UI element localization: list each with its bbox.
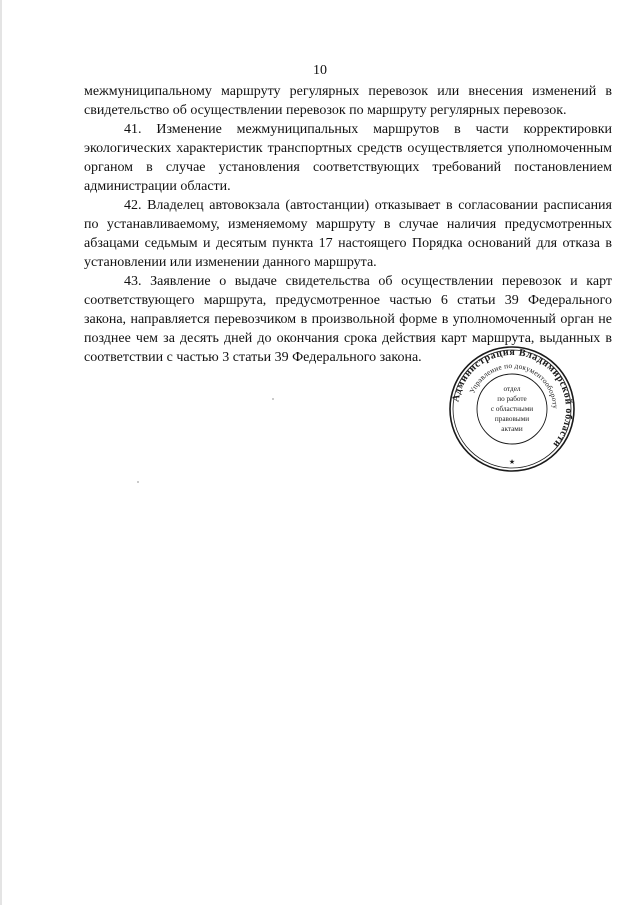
seal-graphic: [448, 345, 576, 473]
seal-center-line: отдел: [503, 385, 521, 393]
scan-edge: [0, 0, 2, 905]
paragraph-43: 43. Заявление о выдаче свидетельства об осуществлении перевозок и карт соответствующего маршрута, предусмотренное частью 6 статьи 39 Федерального закона, направляется перевозчиком в произвольной форме в уполномоченный орган не позднее чем за десять дней до окончания срока действия карт маршрута, выданных в соответствии с частью 3 статьи 39 Федерального закона.: [84, 274, 612, 365]
seal-outer-text: Администрация Владимирской области: [450, 346, 575, 450]
paragraph-continuation: межмуниципальному маршруту регулярных перевозок или внесения изменений в свидетельство об осуществлении перевозок по маршруту регулярных перевозок.: [84, 84, 612, 118]
seal-center-line: правовыми: [494, 415, 530, 423]
document-body: [84, 82, 612, 367]
page-number: 10: [313, 63, 327, 78]
scan-speck: [137, 481, 139, 483]
official-seal: [448, 345, 576, 473]
paragraph-41: 41. Изменение межмуниципальных маршрутов в части корректировки экологических характеристик транспортных средств осуществляется уполномоченным органом в случае установления соответствующих требований постановлением администрации области.: [84, 122, 612, 194]
seal-inner-text: Управление по документообороту: [467, 360, 561, 410]
scan-speck: [272, 398, 274, 400]
seal-center-line: с областными: [490, 405, 534, 413]
seal-star-icon: ★: [508, 458, 516, 466]
seal-center-line: актами: [501, 425, 523, 433]
seal-center-line: по работе: [497, 395, 527, 403]
paragraph-42: 42. Владелец автовокзала (автостанции) отказывает в согласовании расписания по устанавливаемому, изменяемому маршруту в случае наличия предусмотренных абзацами седьмым и десятым пункта 17 настоящего Порядка оснований для отказа в установлении или изменении данного маршрута.: [84, 198, 612, 270]
